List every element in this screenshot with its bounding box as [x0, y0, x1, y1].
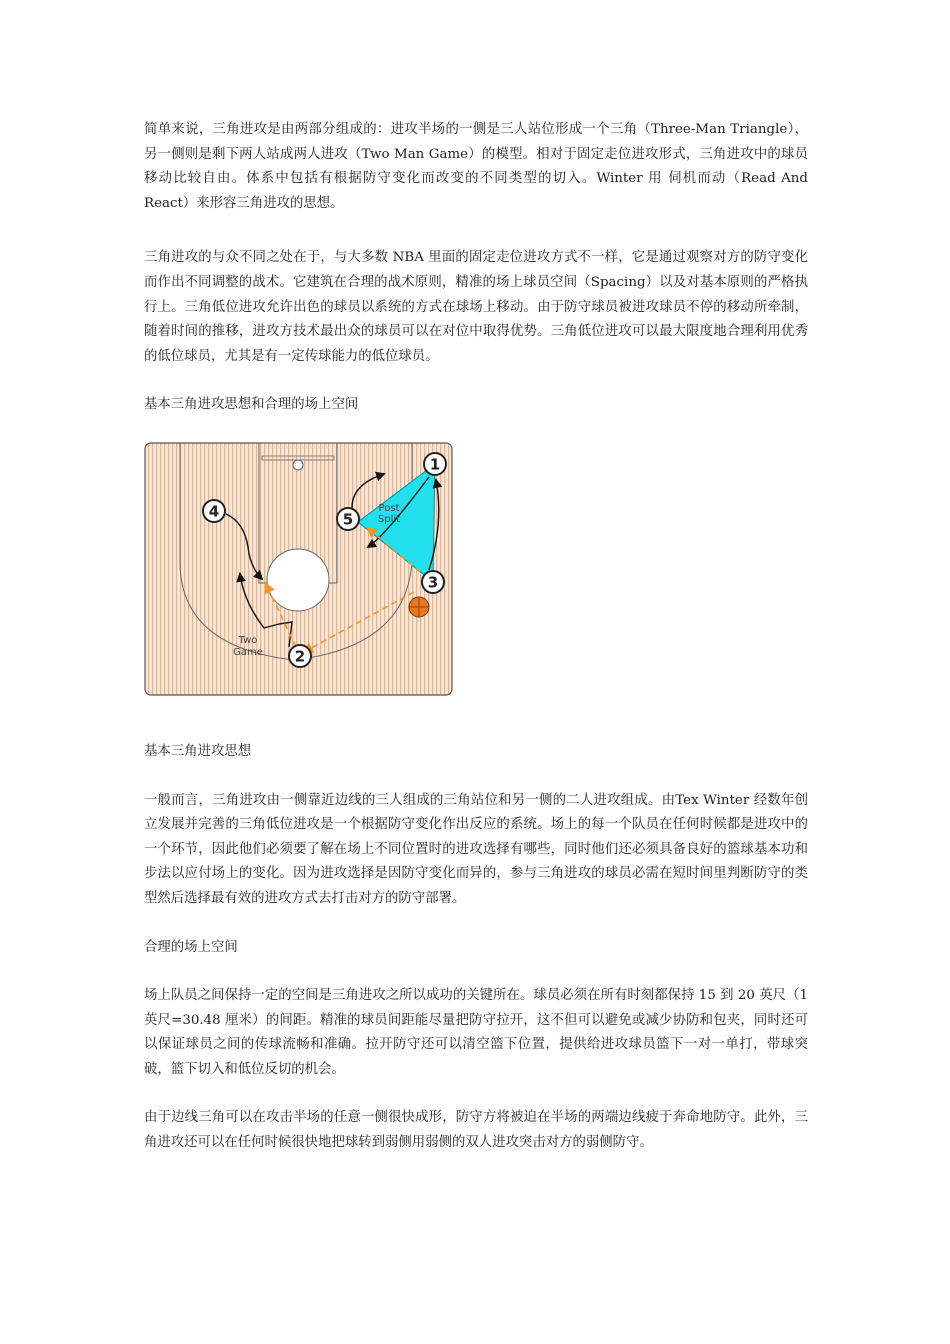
- free-throw-circle: [267, 549, 329, 611]
- triangle-offense-diagram: [144, 442, 453, 696]
- paragraph-weak-side: 由于边线三角可以在攻击半场的任意一侧很快成形，防守方将被迫在半场的两端边线疲于奔命地防守。此外，三角进攻还可以在任何时候很快地把球转到弱侧用弱侧的双人进攻突击对方的弱侧防守。: [144, 1110, 808, 1151]
- paragraph-spacing: 场上队员之间保持一定的空间是三角进攻之所以成功的关键所在。球员必须在所有时刻都保持 15 到 20 英尺（1 英尺=30.48 厘米）的间距。精准的球员间距能尽量把防守拉开，这不但可以避免或减少协防和包夹，同时还可以保证球员之间的传球流畅和准确。拉开防守还可以清空篮下位置，提供给进攻球员篮下一对一单打，带球突破，篮下切入和低位反切的机会。: [144, 988, 808, 1077]
- svg-text:2: 2: [294, 647, 306, 666]
- hoop: [293, 460, 303, 470]
- player-4: [203, 500, 225, 522]
- heading-basic-concept: 基本三角进攻思想: [144, 743, 252, 759]
- player-5: [337, 508, 359, 530]
- svg-text:4: 4: [208, 502, 220, 521]
- player-3: [422, 571, 444, 593]
- svg-text:1: 1: [429, 455, 441, 474]
- label-split: Split: [377, 513, 401, 525]
- player-1: [424, 453, 446, 475]
- svg-text:3: 3: [427, 573, 439, 592]
- paragraph-uniqueness: 三角进攻的与众不同之处在于，与大多数 NBA 里面的固定走位进攻方式不一样，它是通过观察对方的防守变化而作出不同调整的战术。它建筑在合理的战术原则，精准的场上球员空间（Spacing）以及对基本原则的严格执行上。三角低位进攻允许出色的球员以系统的方式在球场上移动。由于防守球员被进攻球员不停的移动所牵制，随着时间的推移，进攻方技术最出众的球员可以在对位中取得优势。三角低位进攻可以最大限度地合理利用优秀的低位球员，尤其是有一定传球能力的低位球员。: [144, 250, 808, 364]
- label-post: Post: [378, 502, 400, 514]
- document-page: [144, 118, 808, 1156]
- label-two: Two: [238, 634, 258, 646]
- heading-spacing: 合理的场上空间: [144, 939, 238, 955]
- heading-concept-spacing: 基本三角进攻思想和合理的场上空间: [144, 397, 359, 413]
- player-2: [289, 645, 311, 667]
- label-game: Game: [233, 646, 263, 658]
- paragraph-basic-concept: 一般而言，三角进攻由一侧靠近边线的三人组成的三角站位和另一侧的二人进攻组成。由Tex Winter 经数年创立发展并完善的三角低位进攻是一个根据防守变化作出反应的系统。场上的每一个队员在任何时候都是进攻中的一个环节，因此他们必须要了解在场上不同位置时的进攻选择有哪些，同时他们还必须具备良好的篮球基本功和步法以应付场上的变化。因为进攻选择是因防守变化而异的，参与三角进攻的球员必需在短时间里判断防守的类型然后选择最有效的进攻方式去打击对方的防守部署。: [144, 792, 808, 906]
- svg-text:5: 5: [342, 510, 354, 529]
- paragraph-intro: 简单来说，三角进攻是由两部分组成的：进攻半场的一侧是三人站位形成一个三角（Three-Man Triangle），另一侧则是剩下两人站成两人进攻（Two Man Game）的模型。相对于固定走位进攻形式，三角进攻中的球员移动比较自由。体系中包括有根据防守变化而改变的不同类型的切入。Winter 用 伺机而动（Read And React）来形容三角进攻的思想。: [144, 122, 808, 211]
